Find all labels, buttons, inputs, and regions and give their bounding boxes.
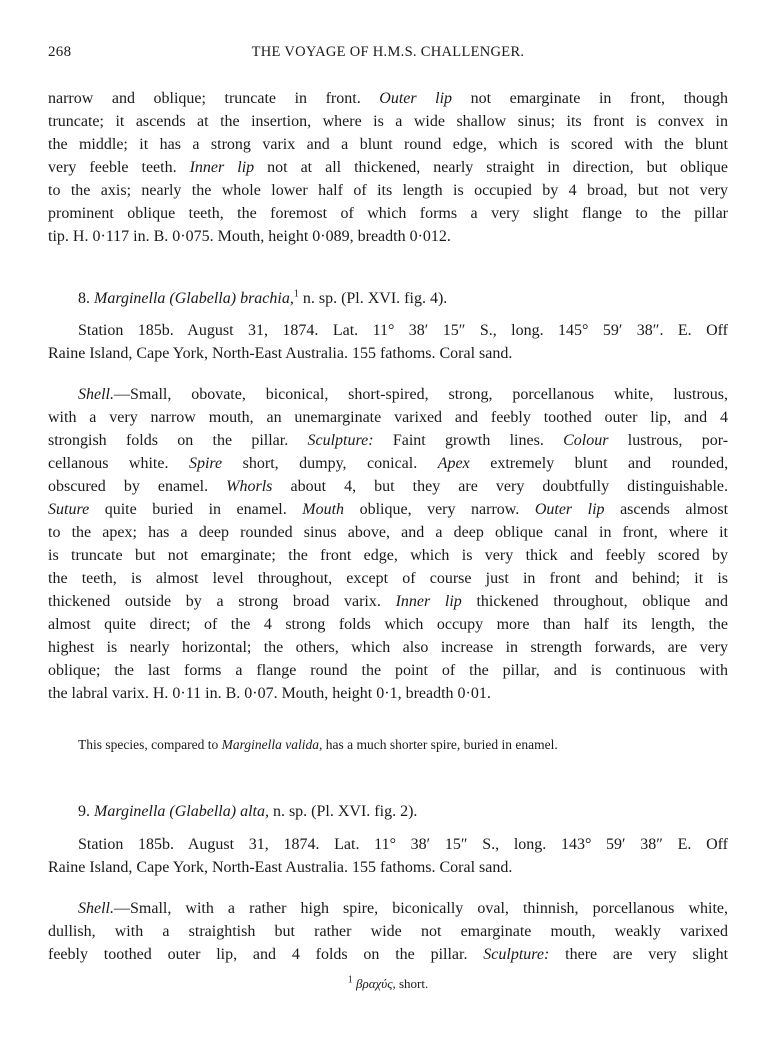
running-header: [48, 44, 728, 66]
species-8-heading: 8. Marginella (Glabella) brachia,$^1$ n. sp. (Pl. XVI. fig. 4).: [78, 288, 448, 307]
footnote: $^1$ βραχύς, short.: [347, 974, 429, 991]
species-9-station: Station 185b. August 31, 1874. Lat. 11° 38′ 15″ S., long. 143° 59′ 38″ E. Off Raine Island, Cape York, North-East Australia. 155 fathoms. Coral sand.: [48, 836, 728, 876]
page-number: 268: [48, 44, 72, 60]
species-8-note: This species, compared to Marginella valida, has a much shorter spire, buried in enamel.: [78, 737, 558, 752]
species-9-heading: 9. Marginella (Glabella) alta, n. sp. (Pl. XVI. fig. 2).: [78, 803, 418, 820]
species-8-description: Shell.—Small, obovate, biconical, short-spired, strong, porcellanous white, lustrous, with a very narrow mouth, an unemarginate varixed and feebly toothed outer lip, and 4 strongish folds on the pillar. Sculpture: Faint growth lines. Colour lustrous, por- cellanous white. Spire short, dumpy, conical. Apex extremely blunt and rounded, obscured by enamel. Whorls about 4, but they are very doubtfully distinguishable. Suture quite buried in enamel. Mouth oblique, very narrow. Outer lip ascends almost to the apex; has a deep rounded sinus above, and a deep oblique canal in front, where it is truncate but not emarginate; the front edge, which is very thick and feebly scored by the teeth, is almost level throughout, except of course just in front and behind; it is thickened outside by a strong broad varix. Inner lip thickened throughout, oblique and almost quite direct; of the 4 strong folds which occupy more than half its length, the highest is nearly horizontal; the others, which also increase in strength forwards, are very oblique; the last forms a flange round the point of the pillar, and is continuous with the labral varix. H. 0·11 in. B. 0·07. Mouth, height 0·1, breadth 0·01.: [48, 386, 729, 702]
continued-paragraph: narrow and oblique; truncate in front. Outer lip not emarginate in front, though truncate; it ascends at the insertion, where is a wide shallow sinus; its front is convex in the middle; it has a strong varix and a blunt round edge, which is scored with the blunt very feeble teeth. Inner lip not at all thickened, nearly straight in direction, but oblique to the axis; nearly the whole lower half of its length is occupied by 4 broad, but not very prominent oblique teeth, the foremost of which forms a very slight flange to the pillar tip. H. 0·117 in. B. 0·075. Mouth, height 0·089, breadth 0·012.: [48, 90, 729, 245]
species-8-station: Station 185b. August 31, 1874. Lat. 11° 38′ 15″ S., long. 145° 59′ 38″. E. Off Raine Island, Cape York, North-East Australia. 155 fathoms. Coral sand.: [48, 322, 728, 362]
species-9-description: Shell.—Small, with a rather high spire, biconically oval, thinnish, porcellanous white, dullish, with a straightish but rather wide not emarginate mouth, weakly varixed feebly toothed outer lip, and 4 folds on the pillar. Sculpture: there are very slight: [48, 900, 729, 963]
running-title: THE VOYAGE OF H.M.S. CHALLENGER.: [251, 44, 525, 60]
footnote-ref: 1: [293, 288, 299, 300]
